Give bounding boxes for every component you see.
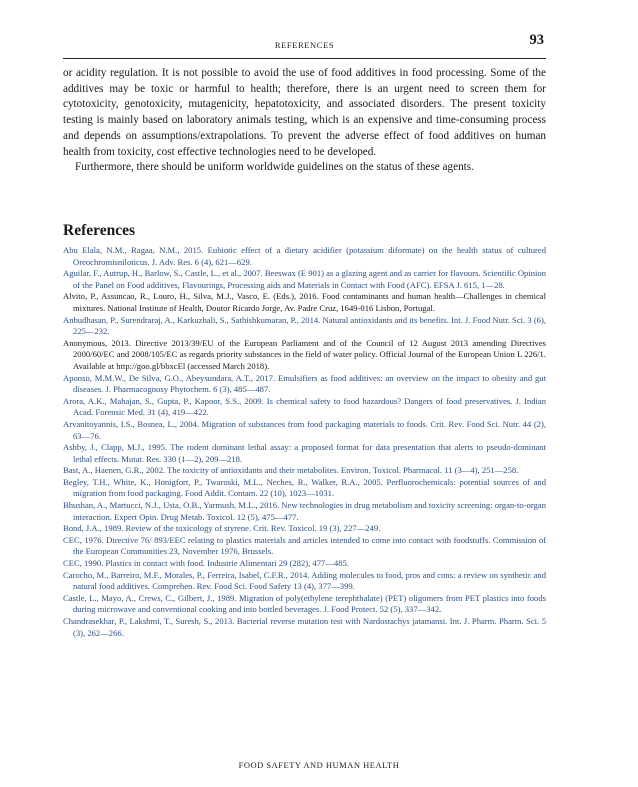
- reference-item[interactable]: CEC, 1976. Directive 76/ 893/EEC relating to plastics materials and articles intended to come into contact with foodstuffs. Commission of the European Communities 23, November 1976, Brussels.: [63, 534, 546, 557]
- reference-item[interactable]: Bond, J.A., 1989. Review of the toxicology of styrene. Crit. Rev. Toxicol. 19 (3), 227—249.: [63, 523, 381, 534]
- body-text: [63, 66, 546, 176]
- reference-item[interactable]: Anonymous, 2013. Directive 2013/39/EU of the European Parliament and of the Council of 12 August 2013 amending Directives 2000/60/EC and 2008/105/EC as regards priority substances in the field of water policy. Official Journal of the European Union L 226/1. Available at http://goo.gl/bbxcEl (accessed March 2018).: [63, 337, 546, 371]
- reference-item[interactable]: Anbudhasan, P., Surendraraj, A., Karkuzhali, S., Sathishkumaran, P., 2014. Natural antioxidants and its benefits. Int. J. Food Nutr. Sci. 3 (6), 225—232.: [63, 314, 546, 337]
- reference-item[interactable]: Abu Elala, N.M., Ragaa, N.M., 2015. Eubiotic effect of a dietary acidifier (potassium diformate) on the health status of cultured Oreochromisniloticus. J. Adv. Res. 6 (4), 621—629.: [63, 245, 546, 267]
- reference-item: Alvito, P., Assuncao, R., Louro, H., Silva, M.J., Vasco, E. (Eds.), 2016. Food contaminants and human health—Challenges in chemical mixtures. National Institute of Health, Doutor Ricardo Jorge, Av. Padre Cruz, 1649-016 Lisbon, Portugal.: [63, 291, 546, 313]
- reference-item[interactable]: Bast, A., Haenen, G.R., 2002. The toxicity of antioxidants and their metabolites. Environ. Toxicol. Pharmacol. 11 (3—4), 251—258.: [63, 465, 519, 476]
- running-head: REFERENCES: [274, 40, 335, 50]
- reference-item[interactable]: Castle, L., Mayo, A., Crews, C., Gilbert, J., 1989. Migration of poly(ethylene terephthalate) (PET) oligomers from PET plastics into foods during microwave and conventional cooking and into bottled beverages. J. Food Protect. 52 (5), 337—342.: [63, 592, 546, 615]
- reference-item[interactable]: Aguilar, F., Autrup, H., Barlow, S., Castle, L., et al., 2007. Beeswax (E 901) as a glazing agent and as carrier for flavours. Scientific Opinion of the Panel on Food additives, Flavourings, Processing aids and Materials in Contact with Food (AFC). EFSA J. 615, 1—28.: [63, 268, 546, 290]
- reference-list: [63, 245, 546, 639]
- references-heading: References: [63, 222, 136, 239]
- body-paragraph: Furthermore, there should be uniform worldwide guidelines on the status of these agents.: [75, 161, 474, 174]
- page-footer: FOOD SAFETY AND HUMAN HEALTH: [238, 760, 400, 770]
- reference-item[interactable]: Begley, T.H., White, K., Honigfort, P., Twaroski, M.L., Neches, R., Walker, R.A., 2005. Perfluorochemicals: potential sources of and migration from food packaging. Food Addit. Contam. 22 (10), 1023—1031.: [63, 476, 546, 499]
- page-header: [63, 28, 546, 59]
- reference-item[interactable]: CEC, 1990. Plastics in contact with food. Industrie Alimentari 29 (282), 477—485.: [63, 558, 349, 569]
- reference-item[interactable]: Ashby, J., Clapp, M.J., 1995. The rodent dominant lethal assay: a proposed format for data presentation that alerts to pseudo-dominant lethal effects. Mutat. Res. 330 (1—2), 209—218.: [63, 442, 546, 464]
- reference-item[interactable]: Carocho, M., Barreiro, M.F., Morales, P., Ferreira, Isabel, C.F.R., 2014. Adding molecules to food, pros and cons: a review on synthetic and natural food additives. Comprehen. Rev. Food Sci. Food Safety 13 (4), 377—399.: [63, 569, 546, 592]
- body-paragraph: or acidity regulation. It is not possible to avoid the use of food additives in food processing. Some of the additives may be toxic or harmful to health; therefore, there is an urgent need to screen them for cytotoxicity, genotoxicity, mutagenicity, hepatotoxicity, and associated disorders. The present toxicity testing is mainly based on laboratory animals testing, which is an expensive and time-consuming process and depends on assumptions/extrapolations. To prevent the adverse effect of food additives on human health from toxicity, cost effective technologies need to be developed.: [63, 67, 546, 158]
- reference-item[interactable]: Arora, A.K., Mahajan, S., Gupta, P., Kapoor, S.S., 2009. Is chemical safety to food hazardous? Dangers of food preservatives. J. Indian Acad. Forensic Med. 31 (4), 419—422.: [63, 395, 546, 418]
- reference-item[interactable]: Bhushan, A., Martucci, N.J., Usta, O.B., Yarmush, M.L., 2016. New technologies in drug metabolism and toxicity screening: organ-to-organ interaction. Expert Opin. Drug Metab. Toxicol. 12 (5), 475—477.: [63, 500, 546, 522]
- reference-item[interactable]: Chandrasekhar, P., Lakshmi, T., Suresh, S., 2013. Bacterial reverse mutation test with Nardostachys jatamansi. Int. J. Pharm. Pharm. Sci. 5 (3), 262—266.: [63, 616, 546, 638]
- reference-item[interactable]: Aponso, M.M.W., De Silva, G.O., Abeysundara, A.T., 2017. Emulsifiers as food additives: an overview on the impact to obesity and gut diseases. J. Pharmacognosy Phytochem. 6 (3), 485—487.: [63, 372, 546, 395]
- reference-item[interactable]: Arvanitoyannis, I.S., Bosnea, L., 2004. Migration of substances from food packaging materials to foods. Crit. Rev. Food Sci. Nutr. 44 (2), 63—76.: [63, 418, 546, 441]
- page-number: 93: [529, 32, 544, 48]
